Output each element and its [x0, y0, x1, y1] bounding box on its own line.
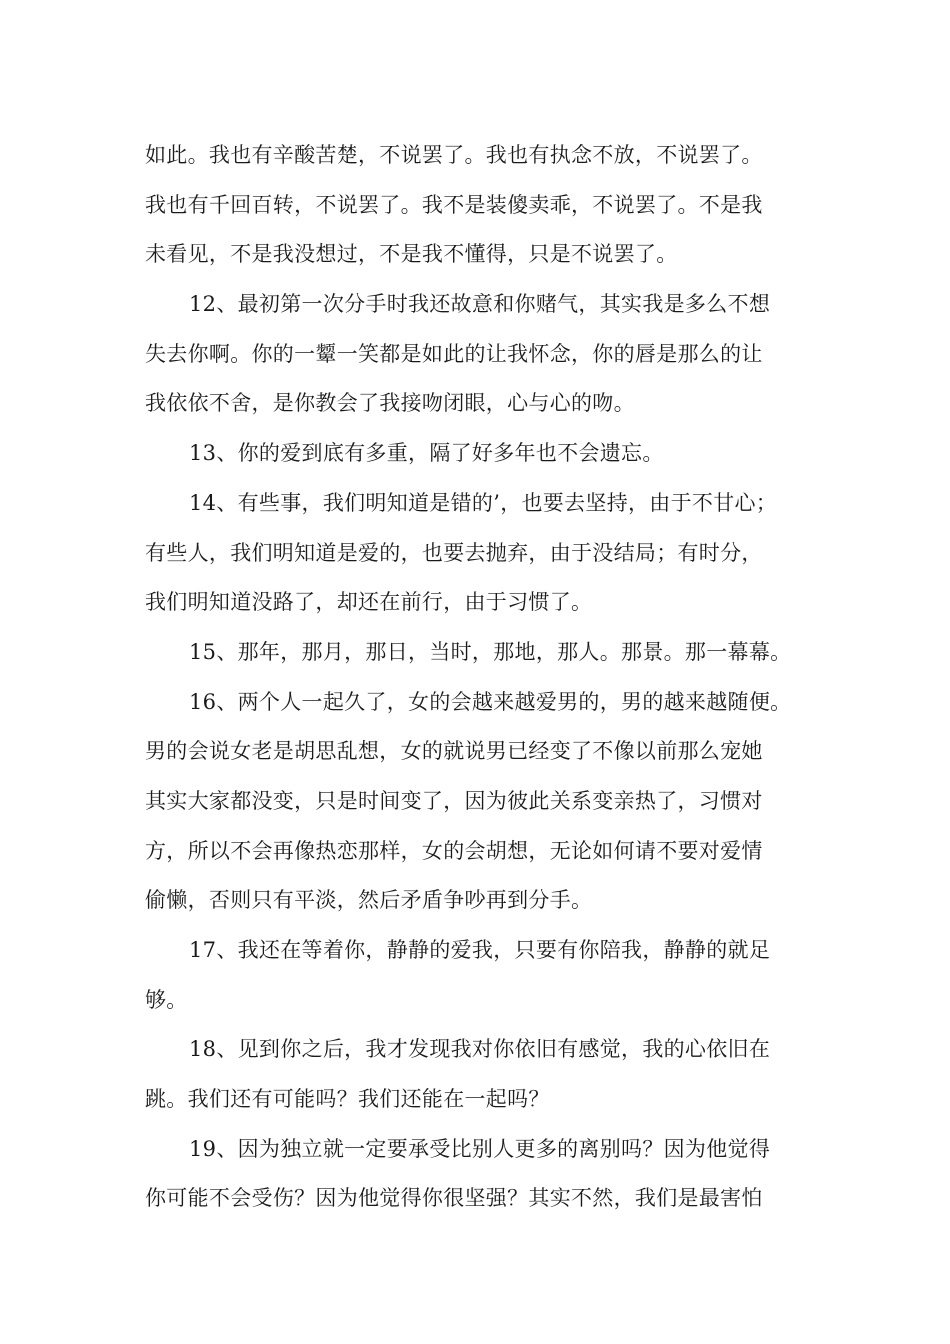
text-line-16: 偷懒，否则只有平淡，然后矛盾争吵再到分手。	[145, 888, 593, 913]
text-line-19: 18、见到你之后，我才发现我对你依旧有感觉，我的心依旧在	[189, 1037, 771, 1062]
text-line-10: 我们明知道没路了，却还在前行，由于习惯了。	[145, 590, 593, 615]
text-line-13: 男的会说女老是胡思乱想，女的就说男已经变了不像以前那么宠她	[145, 739, 763, 764]
text-line-9: 有些人，我们明知道是爱的，也要去抛弃，由于没结局；有时分，	[145, 540, 763, 565]
text-line-6: 我依依不舍，是你教会了我接吻闭眼，心与心的吻。	[145, 391, 635, 416]
text-line-2: 我也有千回百转，不说罢了。我不是装傻卖乖，不说罢了。不是我	[145, 192, 763, 217]
text-line-8: 14、有些事，我们明知道是错的’，也要去坚持，由于不甘心；	[189, 490, 778, 515]
text-line-15: 方，所以不会再像热恋那样，女的会胡想，无论如何请不要对爱情	[145, 838, 763, 863]
text-line-1: 如此。我也有辛酸苦楚，不说罢了。我也有执念不放，不说罢了。	[145, 143, 763, 167]
text-line-18: 够。	[145, 987, 188, 1012]
text-line-11: 15、那年，那月，那日，当时，那地，那人。那景。那一幕幕。	[189, 639, 792, 664]
text-line-3: 未看见，不是我没想过，不是我不懂得，只是不说罢了。	[145, 242, 678, 267]
text-line-4: 12、最初第一次分手时我还故意和你赌气，其实我是多么不想	[189, 292, 771, 317]
text-line-7: 13、你的爱到底有多重，隔了好多年也不会遗忘。	[189, 441, 664, 466]
text-line-17: 17、我还在等着你，静静的爱我，只要有你陪我，静静的就足	[189, 938, 771, 962]
text-line-22: 你可能不会受伤？因为他觉得你很坚强？其实不然，我们是最害怕	[145, 1186, 763, 1211]
text-line-12: 16、两个人一起久了，女的会越来越爱男的，男的越来越随便。	[189, 689, 792, 714]
text-line-21: 19、因为独立就一定要承受比别人更多的离别吗？因为他觉得	[189, 1136, 771, 1161]
text-line-14: 其实大家都没变，只是时间变了，因为彼此关系变亲热了，习惯对	[145, 788, 763, 813]
document-body	[145, 131, 825, 1224]
text-line-5: 失去你啊。你的一颦一笑都是如此的让我怀念，你的唇是那么的让	[145, 341, 763, 366]
text-line-20: 跳。我们还有可能吗？我们还能在一起吗？	[145, 1087, 550, 1112]
